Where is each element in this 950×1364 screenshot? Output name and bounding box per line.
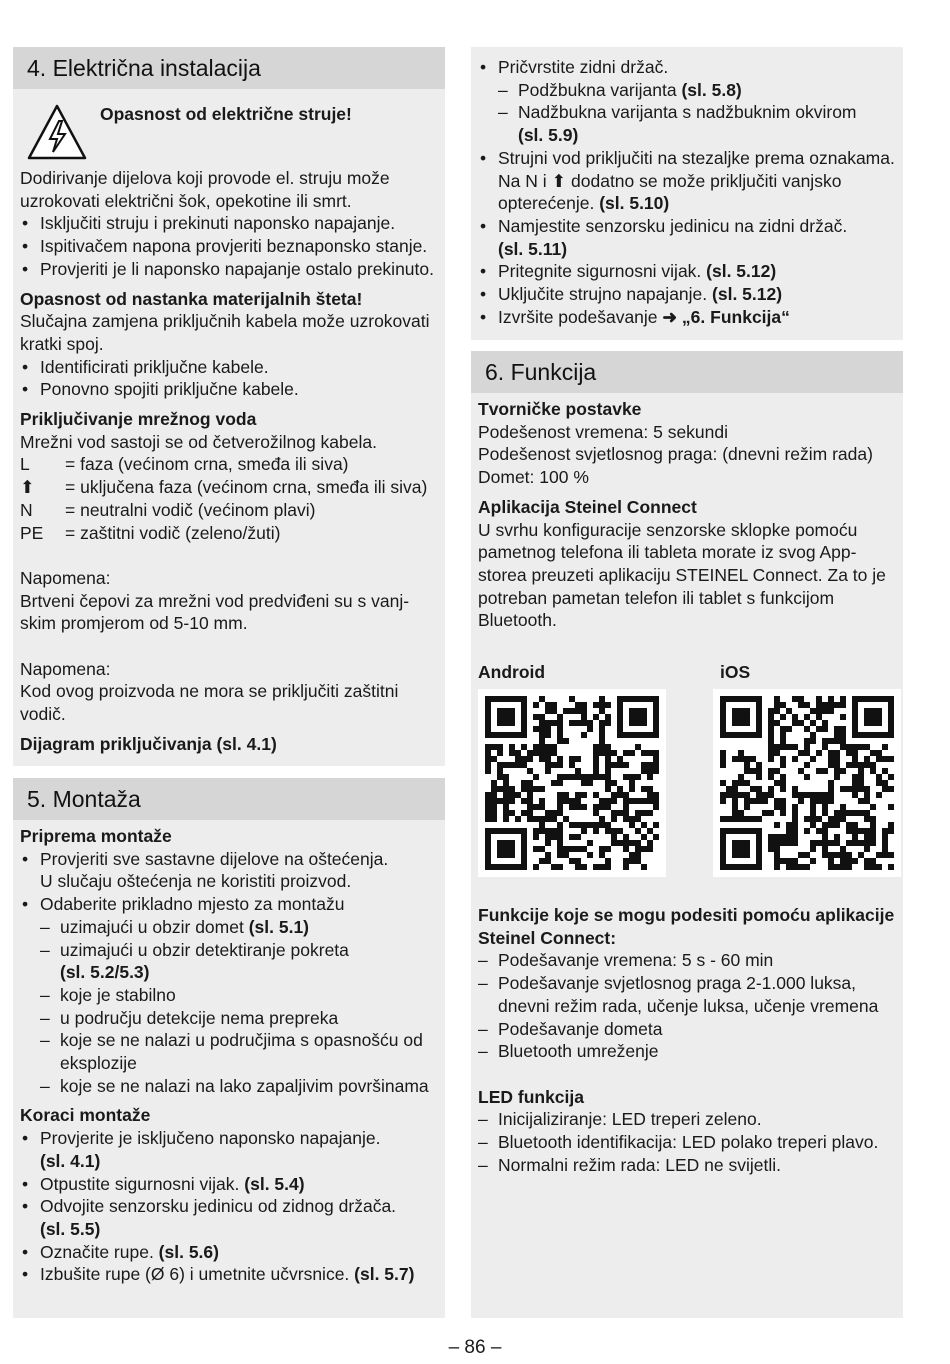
list-item <box>478 260 896 283</box>
figure-ref: (sl. 5.9) <box>518 125 579 146</box>
wire-row <box>20 499 438 522</box>
mounting-steps <box>20 1127 438 1286</box>
list-item <box>20 1173 438 1196</box>
wire-row <box>20 522 438 545</box>
mains-text: Mrežni vod sastoji se od četverožilnog kabela. <box>20 431 377 452</box>
item-text: Odvojite senzorsku jedinicu od zidnog držača. <box>40 1196 397 1217</box>
list-item: – Inicijaliziranje: LED treperi zeleno. <box>478 1108 896 1131</box>
mounting-steps-heading: Koraci montaže <box>20 1105 151 1126</box>
section-4-title: 4. Električna instalacija <box>13 47 445 89</box>
ios-label: iOS <box>720 662 751 682</box>
list-item <box>20 1127 438 1172</box>
wire-desc: = neutralni vodič (većinom plavi) <box>65 499 316 520</box>
list-item: • Provjeriti je li naponsko napajanje ostalo prekinuto. <box>20 258 438 281</box>
warning-text: Dodirivanje dijelova koji provode el. struju može uzrokovati električni šok, opekotine ili smrt. <box>20 168 390 211</box>
variant-list <box>478 79 896 147</box>
section-reference: ➜ „6. Funkcija“ <box>662 306 790 327</box>
item-text: Označite rupe. <box>40 1241 159 1262</box>
item-text: Uključite strujno napajanje. <box>498 284 713 305</box>
high-voltage-warning-icon <box>26 103 88 161</box>
list-item <box>478 215 896 260</box>
ios-qr-code[interactable] <box>713 689 901 877</box>
list-item <box>498 79 896 102</box>
page-number: – 86 – <box>448 1337 502 1358</box>
note-text: Brtveni čepovi za mrežni vod predviđeni su s vanj-skim promjerom od 5-10 mm. <box>20 590 410 634</box>
figure-ref: (sl. 5.6) <box>158 1241 219 1262</box>
item-text: Odaberite prikladno mjesto za montažu <box>40 894 345 915</box>
list-item <box>20 893 438 916</box>
figure-ref: (sl. 5.12) <box>706 261 777 282</box>
qr-code-image <box>478 689 666 877</box>
list-item <box>20 1241 438 1264</box>
figure-ref: (sl. 4.1) <box>40 1150 101 1171</box>
factory-setting-light: Podešenost svjetlosnog praga: (dnevni režim rada) <box>478 444 873 465</box>
factory-setting-range: Domet: 100 % <box>478 467 589 488</box>
list-item: – Bluetooth identifikacija: LED polako treperi plavo. <box>478 1131 896 1154</box>
wire-desc: = uključena faza (većinom crna, smeđa ili siva) <box>65 477 428 498</box>
mains-heading: Priključivanje mrežnog voda <box>20 409 257 430</box>
diagram-reference: Dijagram priključivanja (sl. 4.1) <box>20 733 277 754</box>
note-label: Napomena: <box>20 567 111 588</box>
wire-key: L <box>20 454 30 475</box>
figure-ref: (sl. 5.5) <box>40 1218 101 1239</box>
cable-list <box>20 356 438 401</box>
figure-ref: (sl. 5.10) <box>599 193 670 214</box>
list-item: – Bluetooth umreženje <box>478 1040 896 1063</box>
item-text: Provjeriti sve sastavne dijelove na oštećenja. <box>40 848 389 869</box>
list-item: • Isključiti struju i prekinuti naponsko napajanje. <box>20 212 438 235</box>
item-text: Provjerite je isključeno naponsko napajanje. <box>40 1128 381 1149</box>
preparation-heading: Priprema montaže <box>20 826 172 846</box>
android-label: Android <box>478 662 546 682</box>
note-text: Kod ovog proizvoda ne mora se priključiti zaštitni vodič. <box>20 681 399 725</box>
section-5-panel <box>13 778 445 1318</box>
item-text: Otpustite sigurnosni vijak. <box>40 1173 245 1194</box>
list-item: – Podešavanje vremena: 5 s - 60 min <box>478 949 896 972</box>
mounting-steps-continued-2 <box>478 147 896 329</box>
wire-key: PE <box>20 522 44 543</box>
wire-row <box>20 453 438 476</box>
android-qr-code[interactable] <box>478 689 666 877</box>
figure-ref: (sl. 5.12) <box>712 284 783 305</box>
wire-desc: = faza (većinom crna, smeđa ili siva) <box>65 454 349 475</box>
led-list <box>478 1108 896 1176</box>
list-item: – koje se ne nalazi u područjima s opasnošću od eksplozije <box>40 1029 438 1074</box>
wire-definitions <box>20 453 438 544</box>
list-item: – Normalni režim rada: LED ne svijetli. <box>478 1154 896 1177</box>
list-item <box>20 1263 438 1286</box>
item-text: Izvršite podešavanje <box>498 306 663 327</box>
list-item: – Podešavanje svjetlosnog praga 2-1.000 luksa, dnevni režim rada, učenje luksa, učenje vremena <box>478 972 896 1017</box>
wire-desc: = zaštitni vodič (zeleno/žuti) <box>65 522 281 543</box>
material-damage-heading: Opasnost od nastanka materijalnih šteta! <box>20 288 363 309</box>
item-text: Izbušite rupe (Ø 6) i umetnite učvrsnice. <box>40 1264 355 1285</box>
app-text: U svrhu konfiguracije senzorske sklopke pomoću pametnog telefona ili tableta morate iz svog App-storea preuzeti aplikaciju STEINEL Connect. Za to je potreban pametan telefon ili tablet s funkcijom Bluetooth. <box>478 519 886 631</box>
figure-ref: (sl. 5.2/5.3) <box>60 962 150 983</box>
figure-ref: (sl. 5.4) <box>244 1173 305 1194</box>
list-item: – koje se ne nalazi na lako zapaljivim površinama <box>40 1075 438 1098</box>
list-item <box>40 939 438 984</box>
item-text: Namjestite senzorsku jedinicu na zidni držač. <box>498 215 848 236</box>
qr-code-image <box>713 689 901 877</box>
wire-key: ⬆ <box>20 477 35 498</box>
factory-setting-time: Podešenost vremena: 5 sekundi <box>478 421 729 442</box>
item-text: Nadžbukna varijanta s nadžbuknim okvirom <box>518 102 857 123</box>
warning-list <box>20 212 438 280</box>
list-item <box>498 101 896 146</box>
figure-ref: (sl. 5.8) <box>681 79 742 100</box>
wire-row <box>20 476 438 499</box>
figure-ref: (sl. 5.11) <box>498 238 568 259</box>
list-item: • Pričvrstite zidni držač. <box>478 56 896 79</box>
list-item: – u području detekcije nema prepreka <box>40 1007 438 1030</box>
figure-ref: (sl. 5.7) <box>354 1264 415 1285</box>
list-item <box>478 283 896 306</box>
item-text: uzimajući u obzir domet <box>60 916 249 937</box>
item-text: Strujni vod priključiti na stezaljke prema oznakama. Na N i ⬆ dodatno se može priključiti vanjsko opterećenje. <box>498 147 895 214</box>
item-text: U slučaju oštećenja ne koristiti proizvod. <box>40 871 352 892</box>
list-item: – koje je stabilno <box>40 984 438 1007</box>
list-item <box>40 916 438 939</box>
list-item: • Identificirati priključne kabele. <box>20 356 438 379</box>
preparation-list <box>20 848 438 916</box>
item-text: Podžbukna varijanta <box>518 79 682 100</box>
electric-warning <box>20 103 438 163</box>
app-functions-heading: Funkcije koje se mogu podesiti pomoću aplikacije Steinel Connect: <box>478 905 895 948</box>
warning-title: Opasnost od električne struje! <box>100 104 352 124</box>
wire-key: N <box>20 499 33 520</box>
list-item: – Podešavanje dometa <box>478 1018 896 1041</box>
app-functions-list <box>478 949 896 1063</box>
list-item <box>20 848 438 893</box>
list-item: • Ispitivačem napona provjeriti beznaponsko stanje. <box>20 235 438 258</box>
figure-ref: (sl. 5.1) <box>248 916 310 937</box>
list-item <box>478 147 896 215</box>
item-text: Pritegnite sigurnosni vijak. <box>498 261 707 282</box>
led-heading: LED funkcija <box>478 1086 584 1107</box>
factory-settings-heading: Tvorničke postavke <box>478 399 642 419</box>
list-item <box>478 306 896 329</box>
mounting-steps-continued <box>478 56 896 79</box>
section-4-panel <box>13 47 445 766</box>
note-label: Napomena: <box>20 658 111 679</box>
list-item <box>20 1195 438 1240</box>
material-damage-text: Slučajna zamjena priključnih kabela može uzrokovati kratki spoj. <box>20 311 430 354</box>
app-functions-block <box>471 904 903 1176</box>
app-heading: Aplikacija Steinel Connect <box>478 496 697 517</box>
location-criteria <box>20 916 438 1098</box>
item-text: uzimajući u obzir detektiranje pokreta <box>60 939 349 960</box>
list-item: • Ponovno spojiti priključne kabele. <box>20 378 438 401</box>
section-6-title: 6. Funkcija <box>471 351 903 393</box>
section-5-continued-panel <box>471 47 903 340</box>
section-5-title: 5. Montaža <box>13 778 445 820</box>
